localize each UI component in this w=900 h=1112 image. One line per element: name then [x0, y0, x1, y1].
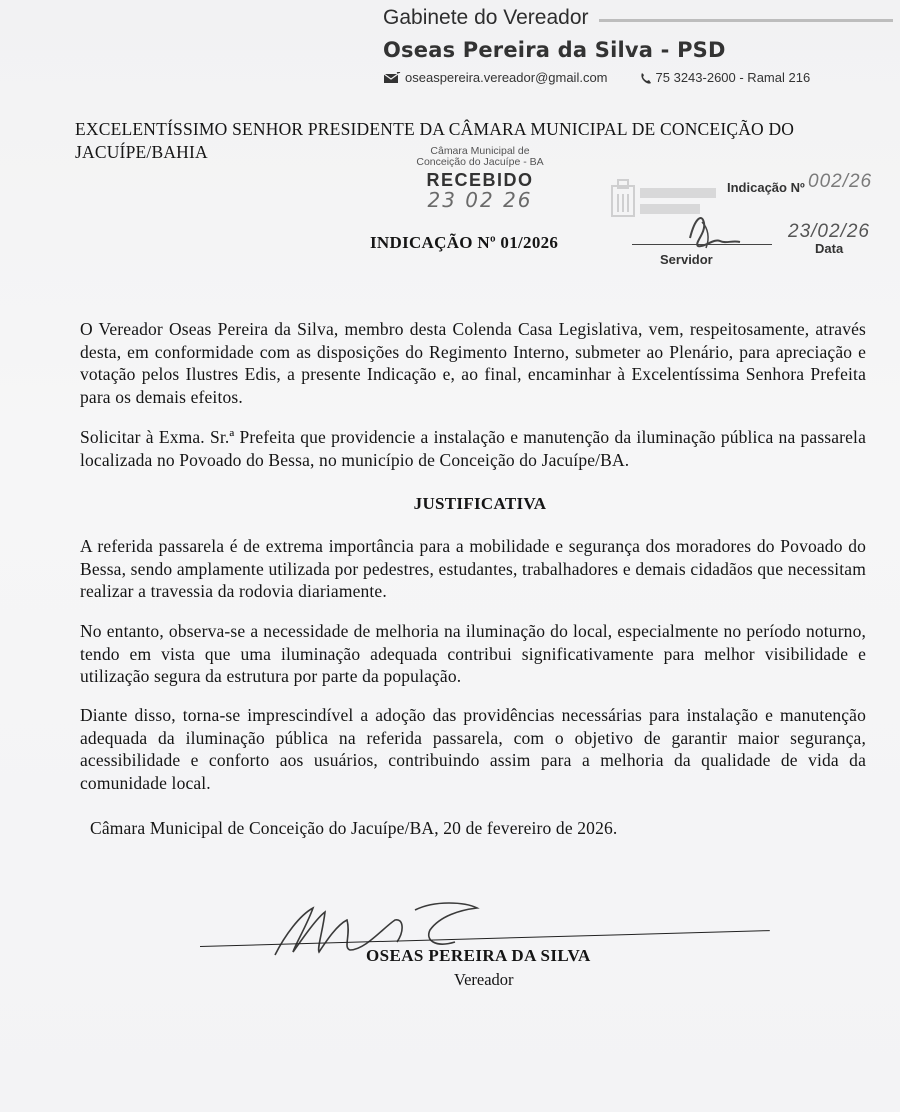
justification-paragraph-1: A referida passarela é de extrema importância para a mobilidade e segurança dos moradores do Povoado do Bessa, sendo amplamente utilizada por pedestres, estudantes, trabalhadores e demais cidadãos que necessitam realizar a travessia da rodovia diariamente. — [80, 536, 866, 601]
received-stamp-chamber-line1: Câmara Municipal de — [430, 145, 530, 157]
email-icon — [383, 72, 401, 84]
received-stamp-date: 23 02 26 — [427, 188, 533, 212]
received-stamp-chamber-line2: Conceição do Jacuípe - BA — [416, 156, 544, 168]
letterhead-contact — [383, 70, 893, 85]
justification-paragraph-2: No entanto, observa-se a necessidade de melhoria na iluminação do local, especialmente no período noturno, tendo em vista que uma iluminação adequada contribui significativamente para melhor visibilidade e utilização segura da estrutura por parte da população. — [80, 621, 866, 686]
justification-paragraph-3: Diante disso, torna-se imprescindível a adoção das providências necessárias para instalação e manutenção adequada da iluminação pública na referida passarela, com o objetivo de garantir maior segurança, acessibilidade e conforto aos usuários, contribuindo assim para a melhoria da qualidade de vida da comunidade local. — [80, 705, 866, 793]
protocol-number-label: Indicação Nº — [727, 180, 805, 195]
intro-paragraph: O Vereador Oseas Pereira da Silva, membro desta Colenda Casa Legislativa, vem, respeitosamente, através desta, em conformidade com as disposições do Regimento Interno, submeter ao Plenário, para apreciação e votação pelos Ilustres Edis, a presente Indicação e, ao final, encaminhar à Excelentíssima Senhora Prefeita para os demais efeitos. — [80, 319, 866, 407]
place-date: Câmara Municipal de Conceição do Jacuípe/BA, 20 de fevereiro de 2026. — [90, 818, 618, 838]
staff-signature-icon — [680, 208, 750, 253]
signer-role: Vereador — [454, 970, 514, 989]
letterhead-rule — [599, 19, 894, 22]
received-stamp-label: RECEBIDO — [426, 170, 534, 190]
letterhead-email: oseaspereira.vereador@gmail.com — [405, 70, 608, 85]
protocol-date-label: Data — [815, 241, 844, 256]
staff-signature-line — [632, 244, 772, 245]
letterhead-office-row — [383, 6, 893, 30]
staff-label: Servidor — [660, 252, 713, 267]
received-stamp — [380, 146, 580, 212]
letterhead-phone: 75 3243-2600 - Ramal 216 — [655, 70, 811, 85]
phone-icon — [640, 72, 652, 84]
letterhead — [383, 6, 893, 85]
justification-heading: JUSTIFICATIVA — [413, 494, 547, 513]
signer-name: OSEAS PEREIRA DA SILVA — [366, 946, 591, 965]
protocol-stamp — [600, 168, 900, 268]
addressee: EXCELENTÍSSIMO SENHOR PRESIDENTE DA CÂMARA MUNICIPAL DE CONCEIÇÃO DO JACUÍPE/BAHIA — [75, 119, 795, 162]
request-paragraph: Solicitar à Exma. Sr.ª Prefeita que providencie a instalação e manutenção da iluminação pública na passarela localizada no Povoado do Bessa, no município de Conceição do Jacuípe/BA. — [80, 427, 866, 470]
document-title: INDICAÇÃO Nº 01/2026 — [370, 233, 559, 252]
letterhead-name: Oseas Pereira da Silva - PSD — [383, 38, 726, 62]
protocol-date-value: 23/02/26 — [788, 221, 870, 242]
letterhead-office: Gabinete do Vereador — [383, 6, 589, 29]
protocol-number-value: 002/26 — [808, 171, 873, 192]
